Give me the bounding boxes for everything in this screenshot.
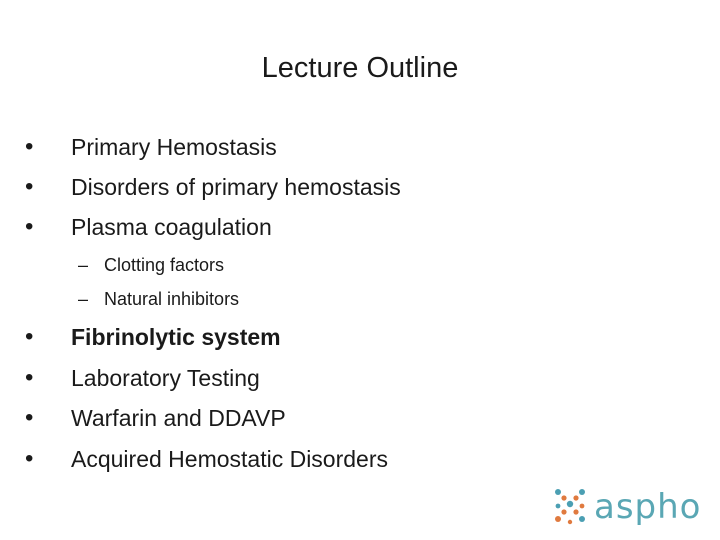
aspho-logo-text: aspho [594,487,702,527]
bullet-marker: • [25,213,34,240]
bullet-marker: • [25,364,34,391]
bullet-marker: • [25,173,34,200]
sub-bullet-marker: – [78,289,89,309]
bullet-item [0,127,720,167]
sub-bullet-marker: – [78,255,89,275]
bullet-item [0,358,720,398]
bullet-text: Disorders of primary hemostasis [71,174,401,200]
bullet-text: Plasma coagulation [71,214,272,240]
sub-bullet-item [0,282,720,316]
sub-bullet-text: Natural inhibitors [104,289,240,309]
bullet-item [0,439,720,479]
bullet-marker: • [25,404,34,431]
bullet-text: Acquired Hemostatic Disorders [71,446,389,472]
aspho-dots-logo-icon [552,486,592,528]
slide-title: Lecture Outline [261,52,459,84]
bullet-item [0,398,720,438]
bullet-item-highlighted [0,317,720,357]
bullet-text: Laboratory Testing [71,365,260,391]
bullet-text: Fibrinolytic system [71,324,281,350]
bullet-item [0,167,720,207]
bullet-item [0,207,720,247]
bullet-text: Warfarin and DDAVP [71,405,286,431]
sub-bullet-text: Clotting factors [104,255,225,275]
bullet-marker: • [25,323,34,350]
sub-bullet-item [0,248,720,282]
bullet-text: Primary Hemostasis [71,134,277,160]
aspho-logo [552,486,712,530]
bullet-marker: • [25,133,34,160]
bullet-marker: • [25,445,34,472]
